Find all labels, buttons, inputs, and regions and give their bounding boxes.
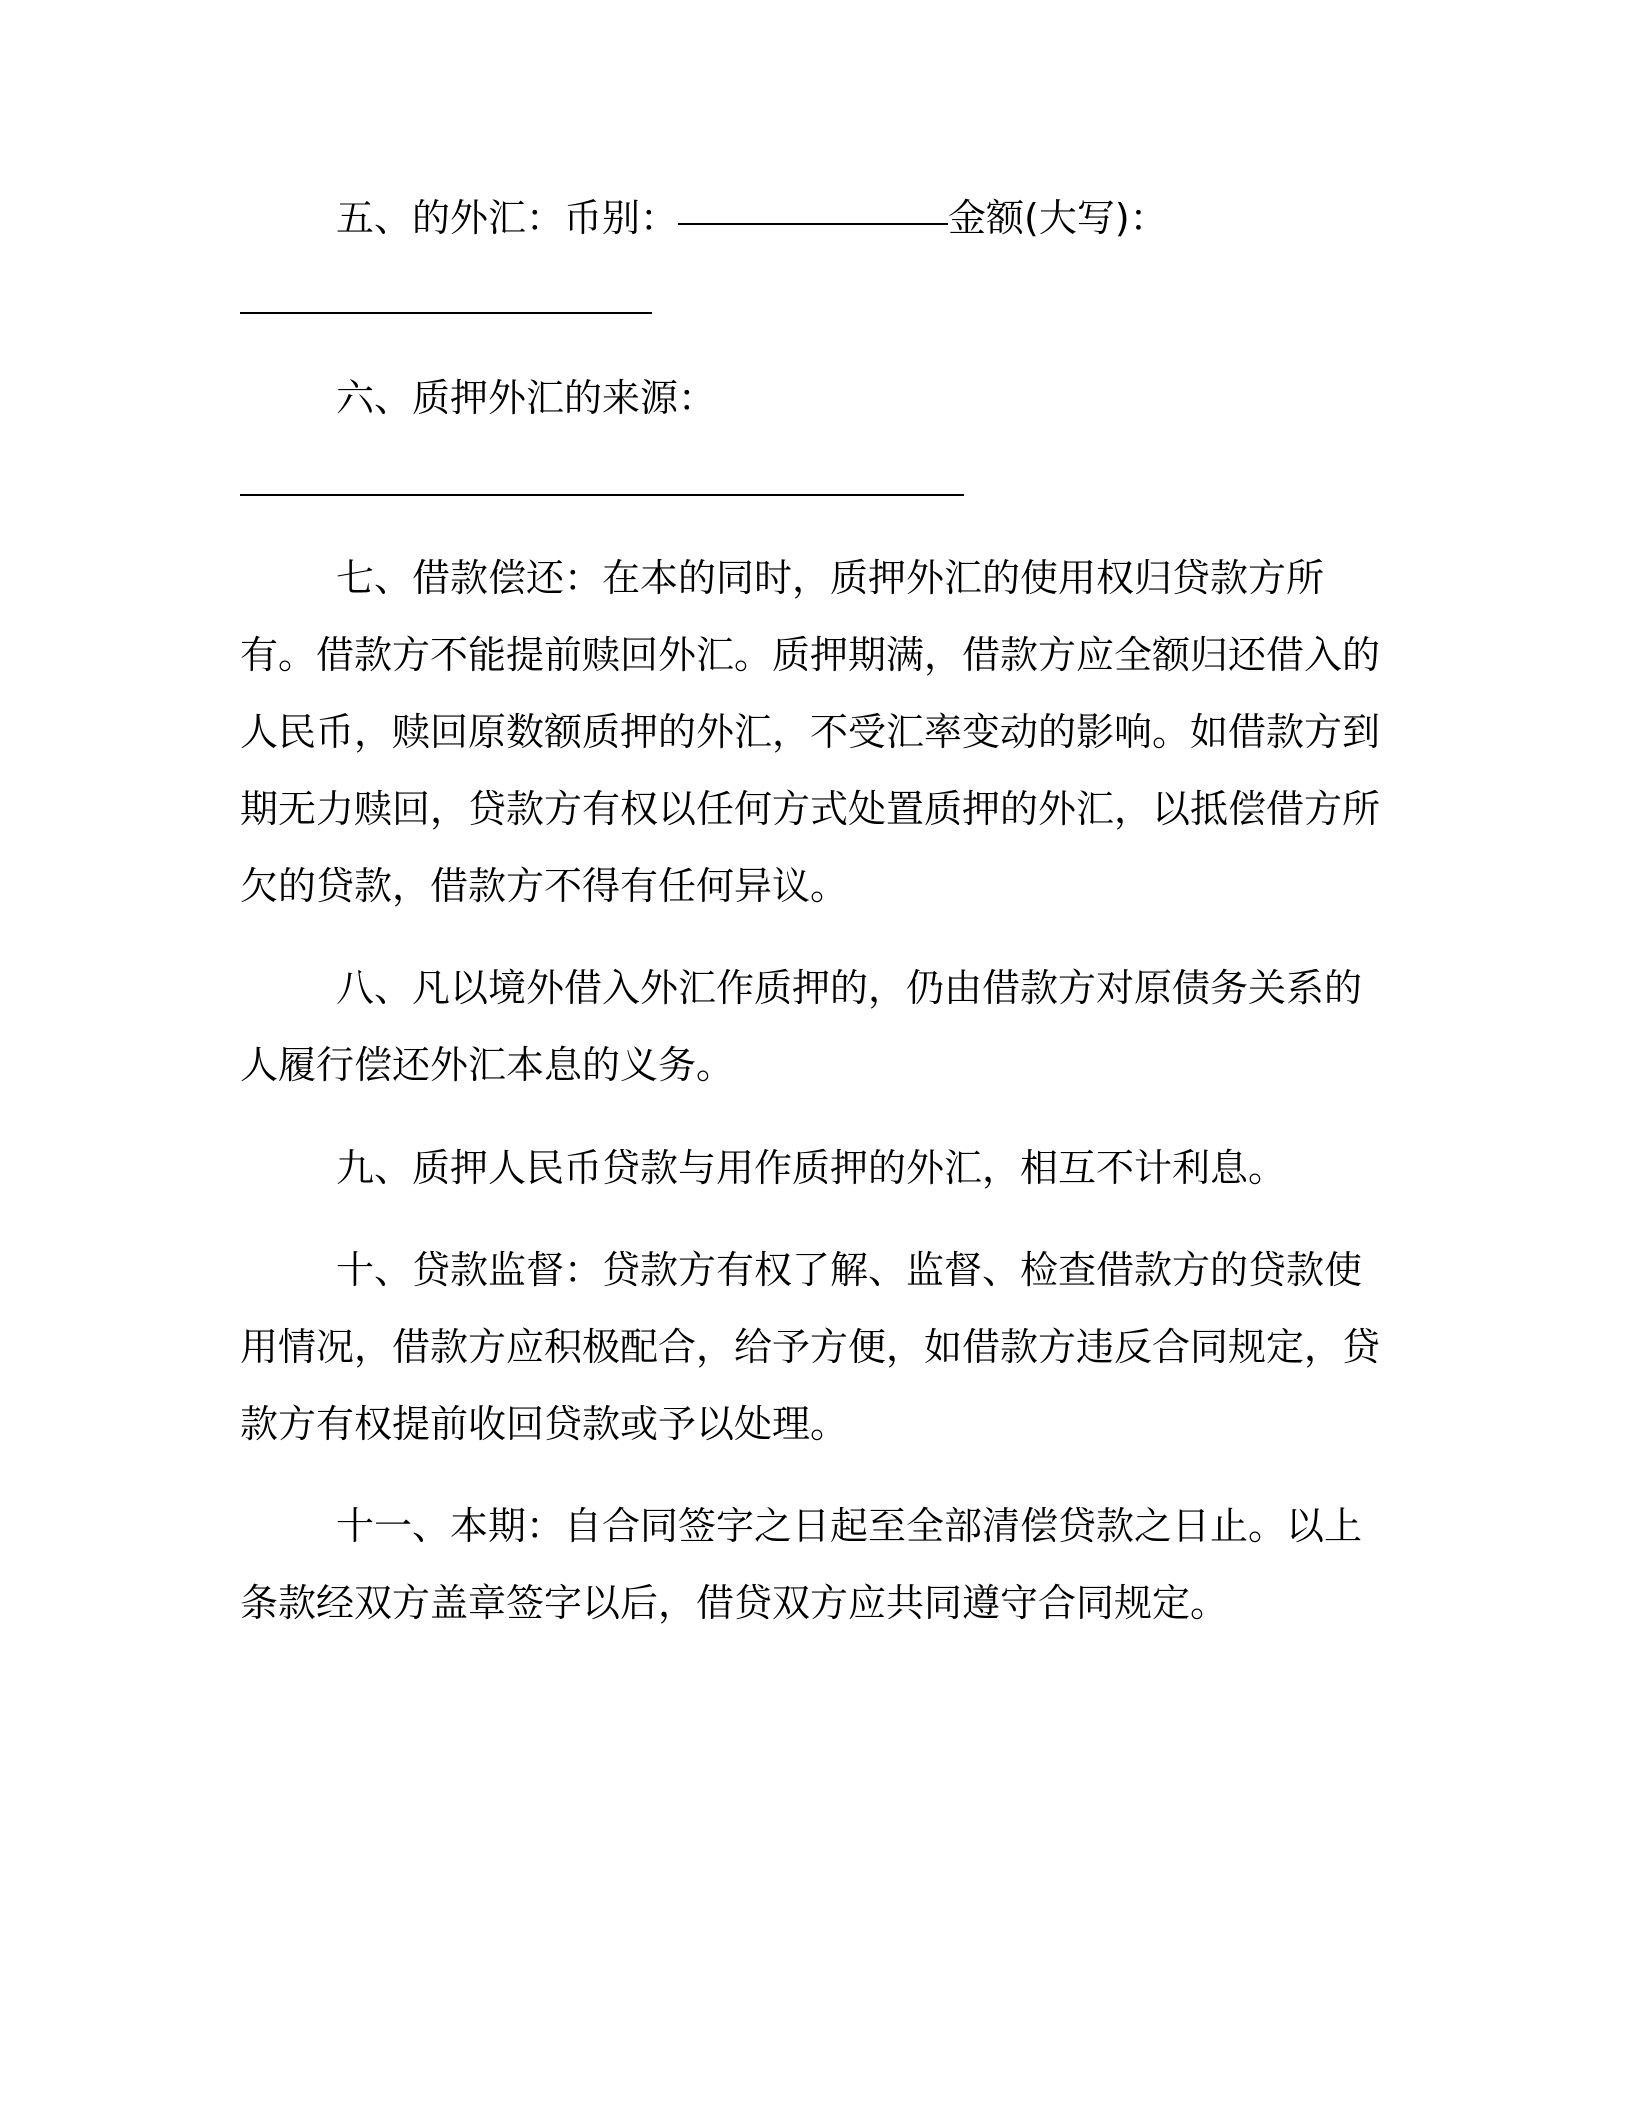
clause-10: 十、贷款监督：贷款方有权了解、监督、检查借款方的贷款使用情况，借款方应积极配合，给予方便，如借款方违反合同规定，贷款方有权提前收回贷款或予以处理。	[240, 1248, 1381, 1446]
clause-7: 七、借款偿还：在本的同时，质押外汇的使用权归贷款方所有。借款方不能提前赎回外汇。质押期满，借款方应全额归还借入的人民币，赎回原数额质押的外汇，不受汇率变动的影响。如借款方到期无力赎回，贷款方有权以任何方式处置质押的外汇，以抵偿借方所欠的贷款，借款方不得有任何异议。	[240, 556, 1381, 908]
clause-8: 八、凡以境外借入外汇作质押的，仍由借款方对原债务关系的人履行偿还外汇本息的义务。	[240, 966, 1363, 1087]
clause-9: 九、质押人民币贷款与用作质押的外汇，相互不计利息。	[336, 1146, 1287, 1190]
clause-11: 十一、本期：自合同签字之日起至全部清偿贷款之日止。以上条款经双方盖章签字以后，借贷双方应共同遵守合同规定。	[240, 1504, 1363, 1625]
clause-5-amount-label: 金额(大写)：	[948, 196, 1168, 240]
clause-6: 六、质押外汇的来源：	[336, 376, 717, 420]
clause-5-currency-label: 五、的外汇：币别：	[336, 196, 679, 240]
amount-blank	[240, 312, 652, 314]
clause-5	[240, 180, 1392, 257]
currency-blank	[678, 222, 948, 225]
source-blank	[240, 494, 964, 496]
